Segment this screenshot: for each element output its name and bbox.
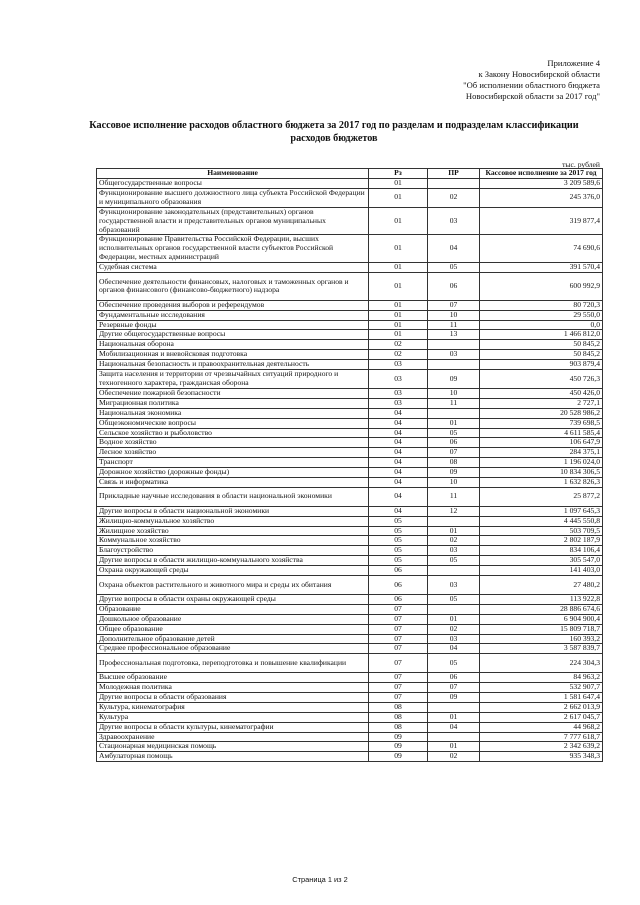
cell-pr: 03 <box>428 576 480 595</box>
cell-value: 224 304,3 <box>480 654 603 673</box>
table-row <box>97 179 603 189</box>
cell-name: Благоустройство <box>97 546 369 556</box>
cell-value: 74 690,6 <box>480 235 603 263</box>
table-row <box>97 506 603 516</box>
table-header-row <box>97 169 603 179</box>
units-label: тыс. рублей <box>562 160 600 169</box>
cell-name: Транспорт <box>97 458 369 468</box>
cell-name: Другие вопросы в области охраны окружающей среды <box>97 594 369 604</box>
cell-pr: 06 <box>428 673 480 683</box>
cell-name: Миграционная политика <box>97 398 369 408</box>
cell-pr <box>428 732 480 742</box>
cell-name: Водное хозяйство <box>97 438 369 448</box>
cell-value: 284 375,1 <box>480 448 603 458</box>
cell-pr: 11 <box>428 320 480 330</box>
cell-name: Национальная безопасность и правоохранительная деятельность <box>97 360 369 370</box>
cell-name: Другие вопросы в области национальной экономики <box>97 506 369 516</box>
cell-name: Другие общегосударственные вопросы <box>97 330 369 340</box>
cell-pr: 02 <box>428 536 480 546</box>
cell-name: Дорожное хозяйство (дорожные фонды) <box>97 468 369 478</box>
cell-value: 84 963,2 <box>480 673 603 683</box>
cell-rz: 04 <box>369 418 428 428</box>
cell-value: 160 393,2 <box>480 634 603 644</box>
table-row <box>97 330 603 340</box>
cell-pr <box>428 340 480 350</box>
cell-name: Функционирование законодательных (представительных) органов государственной власти и представительных органов муниципальных образований <box>97 207 369 235</box>
cell-rz: 06 <box>369 594 428 604</box>
table-row <box>97 487 603 506</box>
cell-name: Другие вопросы в области образования <box>97 692 369 702</box>
cell-name: Прикладные научные исследования в области национальной экономики <box>97 487 369 506</box>
cell-value: 7 777 618,7 <box>480 732 603 742</box>
table-row <box>97 673 603 683</box>
cell-rz: 01 <box>369 235 428 263</box>
cell-pr <box>428 702 480 712</box>
cell-name: Охрана объектов растительного и животного мира и среды их обитания <box>97 576 369 595</box>
cell-pr: 12 <box>428 506 480 516</box>
cell-name: Национальная оборона <box>97 340 369 350</box>
cell-name: Общее образование <box>97 624 369 634</box>
cell-name: Сельское хозяйство и рыболовство <box>97 428 369 438</box>
cell-rz: 07 <box>369 604 428 614</box>
cell-value: 10 834 306,5 <box>480 468 603 478</box>
table-row <box>97 556 603 566</box>
cell-pr <box>428 566 480 576</box>
table-row <box>97 624 603 634</box>
cell-value: 50 845,2 <box>480 350 603 360</box>
cell-value: 391 570,4 <box>480 263 603 273</box>
cell-rz: 01 <box>369 179 428 189</box>
cell-rz: 09 <box>369 752 428 762</box>
cell-name: Обеспечение деятельности финансовых, налоговых и таможенных органов и органов финансового (финансово-бюджетного) надзора <box>97 273 369 301</box>
cell-pr: 09 <box>428 692 480 702</box>
cell-rz: 01 <box>369 320 428 330</box>
cell-rz: 04 <box>369 428 428 438</box>
cell-rz: 07 <box>369 644 428 654</box>
table-row <box>97 732 603 742</box>
table-row <box>97 438 603 448</box>
cell-value: 4 445 550,8 <box>480 516 603 526</box>
cell-rz: 01 <box>369 330 428 340</box>
cell-name: Общегосударственные вопросы <box>97 179 369 189</box>
cell-pr: 02 <box>428 752 480 762</box>
cell-rz: 04 <box>369 458 428 468</box>
cell-value: 450 726,3 <box>480 370 603 389</box>
table-row <box>97 428 603 438</box>
cell-rz: 03 <box>369 370 428 389</box>
cell-name: Связь и информатика <box>97 478 369 488</box>
cell-rz: 07 <box>369 614 428 624</box>
table-row <box>97 702 603 712</box>
cell-rz: 01 <box>369 188 428 207</box>
cell-pr: 03 <box>428 634 480 644</box>
cell-name: Среднее профессиональное образование <box>97 644 369 654</box>
cell-rz: 01 <box>369 273 428 301</box>
cell-name: Общеэкономические вопросы <box>97 418 369 428</box>
cell-name: Фундаментальные исследования <box>97 310 369 320</box>
table-row <box>97 188 603 207</box>
cell-name: Функционирование высшего должностного лица субъекта Российской Федерации и муниципального образования <box>97 188 369 207</box>
cell-value: 28 886 674,6 <box>480 604 603 614</box>
cell-rz: 03 <box>369 398 428 408</box>
cell-value: 305 547,0 <box>480 556 603 566</box>
cell-rz: 04 <box>369 506 428 516</box>
table-row <box>97 516 603 526</box>
cell-rz: 09 <box>369 732 428 742</box>
table-row <box>97 408 603 418</box>
cell-pr <box>428 408 480 418</box>
cell-rz: 08 <box>369 712 428 722</box>
cell-pr: 09 <box>428 370 480 389</box>
cell-pr: 01 <box>428 418 480 428</box>
cell-value: 0,0 <box>480 320 603 330</box>
cell-value: 113 922,8 <box>480 594 603 604</box>
cell-name: Другие вопросы в области жилищно-коммунального хозяйства <box>97 556 369 566</box>
cell-rz: 04 <box>369 478 428 488</box>
cell-pr: 05 <box>428 428 480 438</box>
cell-pr: 04 <box>428 235 480 263</box>
cell-value: 739 698,5 <box>480 418 603 428</box>
appendix-line: Новосибирской области за 2017 год" <box>465 91 600 101</box>
cell-name: Жилищное хозяйство <box>97 526 369 536</box>
cell-name: Защита населения и территории от чрезвычайных ситуаций природного и техногенного характера, гражданская оборона <box>97 370 369 389</box>
cell-rz: 09 <box>369 742 428 752</box>
cell-rz: 02 <box>369 340 428 350</box>
column-header-value: Кассовое исполнение за 2017 год <box>480 169 603 179</box>
appendix-line: "Об исполнении областного бюджета <box>463 80 600 90</box>
cell-pr: 02 <box>428 188 480 207</box>
cell-pr <box>428 360 480 370</box>
table-row <box>97 207 603 235</box>
column-header-rz: Рз <box>369 169 428 179</box>
cell-value: 106 647,9 <box>480 438 603 448</box>
cell-value: 141 403,0 <box>480 566 603 576</box>
table-row <box>97 683 603 693</box>
column-header-name: Наименование <box>97 169 369 179</box>
table-row <box>97 370 603 389</box>
table-row <box>97 273 603 301</box>
table-row <box>97 300 603 310</box>
cell-rz: 05 <box>369 536 428 546</box>
cell-rz: 08 <box>369 722 428 732</box>
cell-name: Профессиональная подготовка, переподготовка и повышение квалификации <box>97 654 369 673</box>
cell-name: Обеспечение проведения выборов и референдумов <box>97 300 369 310</box>
cell-name: Лесное хозяйство <box>97 448 369 458</box>
cell-value: 1 632 826,3 <box>480 478 603 488</box>
cell-name: Другие вопросы в области культуры, кинематографии <box>97 722 369 732</box>
table-row <box>97 722 603 732</box>
table-row <box>97 604 603 614</box>
cell-pr: 01 <box>428 742 480 752</box>
table-row <box>97 468 603 478</box>
table-row <box>97 388 603 398</box>
table-row <box>97 340 603 350</box>
table-row <box>97 614 603 624</box>
cell-value: 245 376,0 <box>480 188 603 207</box>
cell-rz: 01 <box>369 207 428 235</box>
cell-value: 80 720,3 <box>480 300 603 310</box>
table-row <box>97 576 603 595</box>
table-row <box>97 752 603 762</box>
cell-pr: 08 <box>428 458 480 468</box>
column-header-pr: ПР <box>428 169 480 179</box>
table-row <box>97 310 603 320</box>
cell-value: 3 209 589,6 <box>480 179 603 189</box>
cell-pr: 03 <box>428 350 480 360</box>
cell-name: Охрана окружающей среды <box>97 566 369 576</box>
cell-pr: 03 <box>428 207 480 235</box>
cell-rz: 08 <box>369 702 428 712</box>
cell-name: Молодежная политика <box>97 683 369 693</box>
cell-pr: 11 <box>428 398 480 408</box>
cell-pr: 04 <box>428 644 480 654</box>
cell-rz: 04 <box>369 487 428 506</box>
table-row <box>97 235 603 263</box>
budget-table <box>96 168 603 762</box>
table-row <box>97 320 603 330</box>
table-row <box>97 458 603 468</box>
cell-name: Коммунальное хозяйство <box>97 536 369 546</box>
cell-value: 503 709,5 <box>480 526 603 536</box>
cell-value: 6 904 900,4 <box>480 614 603 624</box>
cell-value: 450 426,0 <box>480 388 603 398</box>
cell-pr: 10 <box>428 310 480 320</box>
table-row <box>97 566 603 576</box>
cell-value: 2 662 013,9 <box>480 702 603 712</box>
cell-pr <box>428 604 480 614</box>
cell-name: Стационарная медицинская помощь <box>97 742 369 752</box>
cell-pr: 07 <box>428 683 480 693</box>
cell-pr: 07 <box>428 448 480 458</box>
cell-value: 20 528 986,2 <box>480 408 603 418</box>
cell-rz: 04 <box>369 448 428 458</box>
cell-value: 2 727,1 <box>480 398 603 408</box>
table-row <box>97 536 603 546</box>
cell-pr: 10 <box>428 388 480 398</box>
cell-name: Судебная система <box>97 263 369 273</box>
cell-name: Резервные фонды <box>97 320 369 330</box>
cell-value: 600 992,9 <box>480 273 603 301</box>
table-row <box>97 712 603 722</box>
cell-rz: 05 <box>369 556 428 566</box>
cell-pr: 09 <box>428 468 480 478</box>
cell-pr: 10 <box>428 478 480 488</box>
appendix-header <box>463 58 600 102</box>
cell-pr: 06 <box>428 438 480 448</box>
appendix-line: Приложение 4 <box>547 58 600 68</box>
cell-rz: 07 <box>369 692 428 702</box>
cell-pr: 05 <box>428 556 480 566</box>
cell-rz: 05 <box>369 526 428 536</box>
table-row <box>97 478 603 488</box>
cell-pr: 01 <box>428 614 480 624</box>
cell-value: 1 097 645,3 <box>480 506 603 516</box>
cell-value: 1 581 647,4 <box>480 692 603 702</box>
table-row <box>97 692 603 702</box>
cell-name: Функционирование Правительства Российской Федерации, высших исполнительных органов государственной власти субъектов Российской Федерации, местных администраций <box>97 235 369 263</box>
cell-rz: 04 <box>369 408 428 418</box>
cell-rz: 06 <box>369 566 428 576</box>
cell-name: Здравоохранение <box>97 732 369 742</box>
cell-name: Мобилизационная и вневойсковая подготовка <box>97 350 369 360</box>
cell-rz: 03 <box>369 360 428 370</box>
cell-name: Высшее образование <box>97 673 369 683</box>
cell-pr: 05 <box>428 594 480 604</box>
appendix-line: к Закону Новосибирской области <box>478 69 600 79</box>
cell-value: 1 196 024,0 <box>480 458 603 468</box>
table-row <box>97 644 603 654</box>
cell-value: 25 877,2 <box>480 487 603 506</box>
cell-rz: 05 <box>369 516 428 526</box>
cell-pr <box>428 179 480 189</box>
cell-value: 2 802 187,9 <box>480 536 603 546</box>
cell-rz: 03 <box>369 388 428 398</box>
cell-name: Национальная экономика <box>97 408 369 418</box>
cell-pr: 07 <box>428 300 480 310</box>
cell-pr <box>428 516 480 526</box>
cell-name: Культура <box>97 712 369 722</box>
document-title: Кассовое исполнение расходов областного бюджета за 2017 год по разделам и подразделам классификации расходов бюджетов <box>89 120 579 144</box>
cell-rz: 07 <box>369 683 428 693</box>
cell-rz: 04 <box>369 468 428 478</box>
cell-name: Дошкольное образование <box>97 614 369 624</box>
cell-value: 532 907,7 <box>480 683 603 693</box>
table-row <box>97 360 603 370</box>
cell-rz: 07 <box>369 634 428 644</box>
cell-pr: 11 <box>428 487 480 506</box>
table-row <box>97 654 603 673</box>
table-row <box>97 398 603 408</box>
cell-value: 29 550,0 <box>480 310 603 320</box>
cell-value: 3 587 839,7 <box>480 644 603 654</box>
table-row <box>97 594 603 604</box>
cell-value: 935 348,3 <box>480 752 603 762</box>
cell-pr: 02 <box>428 624 480 634</box>
table-row <box>97 742 603 752</box>
cell-pr: 01 <box>428 712 480 722</box>
cell-pr: 05 <box>428 263 480 273</box>
table-row <box>97 526 603 536</box>
cell-name: Обеспечение пожарной безопасности <box>97 388 369 398</box>
cell-value: 2 342 639,2 <box>480 742 603 752</box>
cell-value: 27 480,2 <box>480 576 603 595</box>
table-body <box>97 179 603 762</box>
table-row <box>97 418 603 428</box>
cell-name: Амбулаторная помощь <box>97 752 369 762</box>
cell-name: Образование <box>97 604 369 614</box>
table-row <box>97 350 603 360</box>
cell-pr: 06 <box>428 273 480 301</box>
cell-pr: 05 <box>428 654 480 673</box>
cell-value: 4 611 585,4 <box>480 428 603 438</box>
cell-value: 1 466 812,0 <box>480 330 603 340</box>
cell-rz: 07 <box>369 624 428 634</box>
cell-rz: 01 <box>369 300 428 310</box>
cell-pr: 03 <box>428 546 480 556</box>
cell-value: 15 809 718,7 <box>480 624 603 634</box>
cell-rz: 04 <box>369 438 428 448</box>
cell-rz: 07 <box>369 654 428 673</box>
cell-value: 903 879,4 <box>480 360 603 370</box>
cell-rz: 05 <box>369 546 428 556</box>
cell-name: Культура, кинематография <box>97 702 369 712</box>
cell-value: 44 968,2 <box>480 722 603 732</box>
cell-value: 834 106,4 <box>480 546 603 556</box>
table-row <box>97 263 603 273</box>
cell-pr: 01 <box>428 526 480 536</box>
cell-pr: 04 <box>428 722 480 732</box>
cell-name: Дополнительное образование детей <box>97 634 369 644</box>
cell-pr: 13 <box>428 330 480 340</box>
table-row <box>97 634 603 644</box>
cell-rz: 02 <box>369 350 428 360</box>
cell-value: 50 845,2 <box>480 340 603 350</box>
page-footer: Страница 1 из 2 <box>292 875 348 884</box>
table-row <box>97 448 603 458</box>
cell-name: Жилищно-коммунальное хозяйство <box>97 516 369 526</box>
cell-rz: 06 <box>369 576 428 595</box>
table-row <box>97 546 603 556</box>
cell-rz: 01 <box>369 263 428 273</box>
cell-value: 2 617 045,7 <box>480 712 603 722</box>
cell-rz: 07 <box>369 673 428 683</box>
cell-rz: 01 <box>369 310 428 320</box>
cell-value: 319 877,4 <box>480 207 603 235</box>
